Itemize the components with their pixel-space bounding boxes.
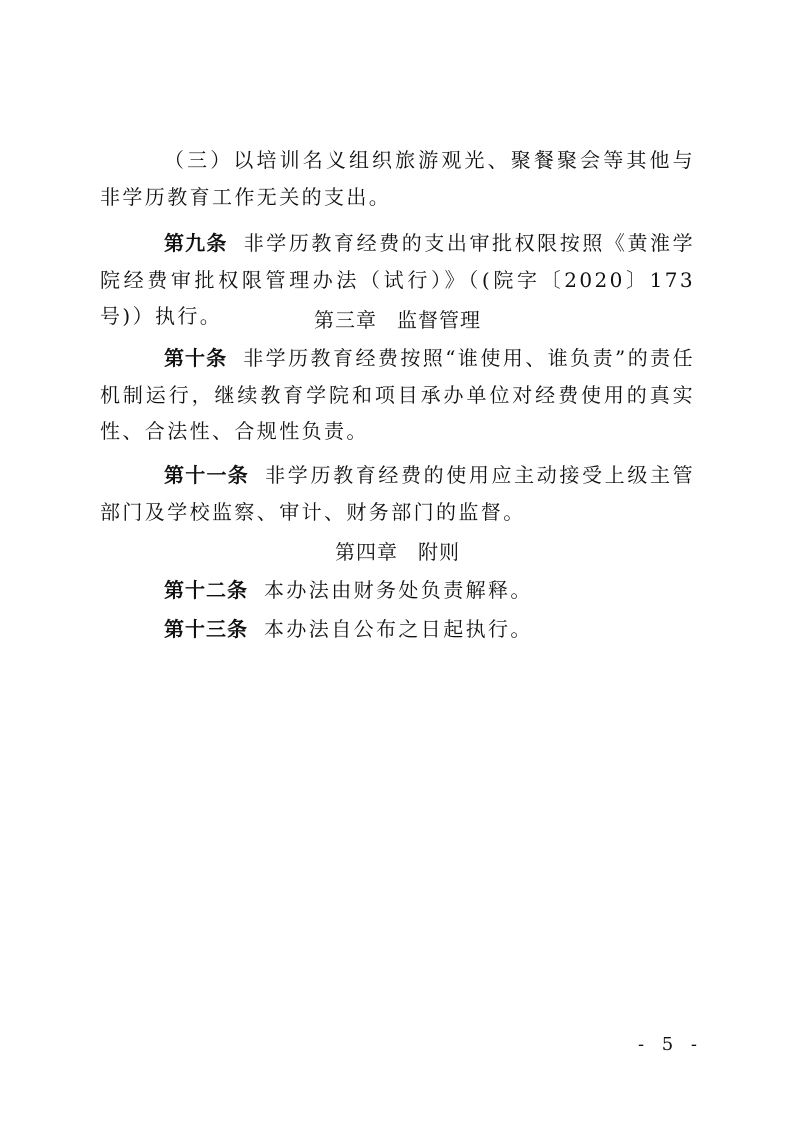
article-label: 第十二条	[164, 578, 248, 602]
paragraph-text: （三）以培训名义组织旅游观光、聚餐聚会等其他与非学历教育工作无关的支出。	[100, 148, 695, 209]
paragraph-text: 非学历教育经费的使用应主动接受上级主管部门及学校监察、审计、财务部门的监督。	[100, 463, 695, 524]
chapter-4-heading	[100, 534, 695, 570]
article-label: 第九条	[164, 231, 228, 255]
article-11-paragraph	[100, 457, 695, 530]
article-12-paragraph	[100, 572, 695, 609]
article-label: 第十一条	[164, 463, 249, 487]
article-label: 第十条	[164, 346, 228, 370]
paragraph-text: 本办法自公布之日起执行。	[264, 617, 533, 641]
paragraph-text: 本办法由财务处负责解释。	[264, 578, 533, 602]
chapter-number: 第四章	[335, 540, 398, 564]
chapter-number: 第三章	[314, 308, 377, 332]
paragraph-text: 非学历教育经费的支出审批权限按照《黄淮学院经费审批权限管理办法（试行）》（(院字〔2020〕173号)）执行。	[100, 231, 696, 328]
chapter-3-heading	[100, 302, 695, 338]
chapter-title: 附则	[418, 540, 460, 564]
chapter-title: 监督管理	[397, 308, 481, 332]
paragraph-text: 非学历教育经费按照“谁使用、谁负责”的责任机制运行，继续教育学院和项目承办单位对经费使用的真实性、合法性、合规性负责。	[100, 346, 696, 443]
clause-3-paragraph	[100, 142, 695, 215]
article-label: 第十三条	[164, 617, 248, 641]
article-10-paragraph	[100, 340, 695, 450]
article-13-paragraph	[100, 611, 695, 648]
page-number: - 5 -	[637, 1034, 703, 1055]
